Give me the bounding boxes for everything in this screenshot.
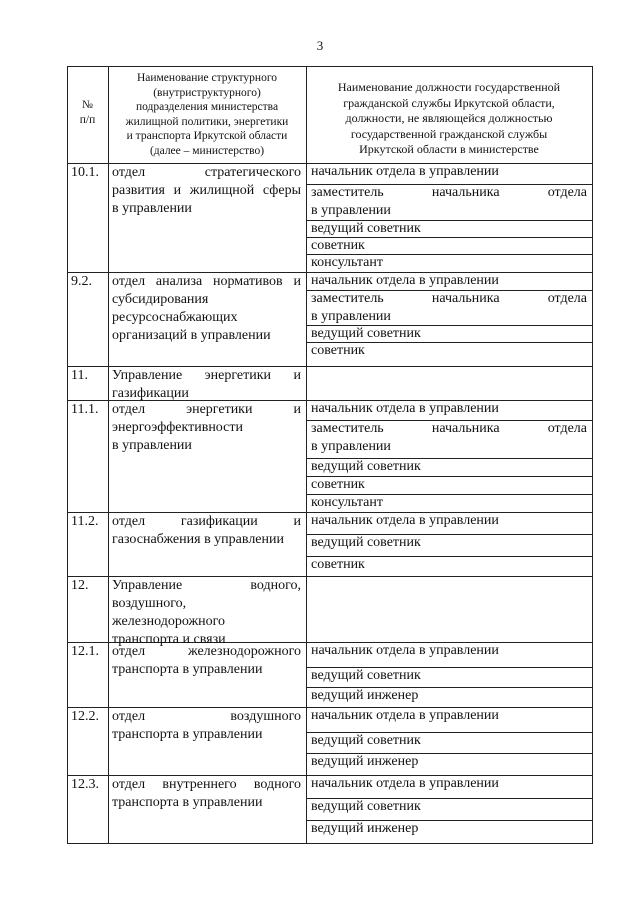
unit-name-line: Управление водного, — [112, 578, 301, 593]
row-border — [67, 843, 593, 844]
position-name: начальник отдела в управлении — [311, 708, 499, 723]
unit-name-line: в управлении — [112, 201, 192, 216]
position-name: начальник отдела в управлении — [311, 401, 499, 416]
position-name: ведущий советник — [311, 221, 421, 236]
unit-name-line: транспорта в управлении — [112, 662, 263, 677]
position-name: ведущий советник — [311, 733, 421, 748]
row-number: 12.1. — [71, 644, 99, 659]
position-name: начальник отдела в управлении — [311, 513, 499, 528]
column-divider — [306, 66, 307, 843]
position-name: консультант — [311, 495, 383, 510]
unit-name-line: организаций в управлении — [112, 328, 271, 343]
unit-name-line: транспорта и связи — [112, 632, 226, 647]
position-name: ведущий советник — [311, 668, 421, 683]
unit-name-line: железнодорожного — [112, 614, 226, 629]
unit-name-line: отдел железнодорожного — [112, 644, 301, 659]
position-name: заместитель начальника отдела — [311, 291, 587, 306]
unit-name-line: транспорта в управлении — [112, 795, 263, 810]
table-right-border — [592, 66, 593, 843]
position-name: заместитель начальника отдела — [311, 421, 587, 436]
position-name: в управлении — [311, 439, 391, 454]
unit-name-line: субсидирования — [112, 292, 209, 307]
page-number: 3 — [316, 38, 324, 53]
position-name: советник — [311, 238, 365, 253]
position-name: ведущий советник — [311, 459, 421, 474]
unit-name-line: газификации — [112, 386, 189, 401]
row-number: 10.1. — [71, 165, 99, 180]
unit-name-line: отдел газификации и — [112, 514, 301, 529]
unit-name-line: отдел анализа нормативов и — [112, 274, 301, 289]
row-number: 12.3. — [71, 777, 99, 792]
unit-name-line: Управление энергетики и — [112, 368, 301, 383]
unit-name-line: отдел внутреннего водного — [112, 777, 301, 792]
position-name: ведущий инженер — [311, 754, 419, 769]
row-number: 11. — [71, 368, 88, 383]
unit-name-line: энергоэффективности — [112, 420, 243, 435]
position-name: начальник отдела в управлении — [311, 273, 499, 288]
unit-name-line: развития и жилищной сферы — [112, 183, 301, 198]
unit-name-line: отдел стратегического — [112, 165, 301, 180]
row-number: 12. — [71, 578, 89, 593]
position-name: ведущий советник — [311, 326, 421, 341]
table-top-border — [67, 66, 593, 67]
unit-name-line: транспорта в управлении — [112, 727, 263, 742]
position-name: ведущий советник — [311, 535, 421, 550]
unit-name-line: отдел энергетики и — [112, 402, 301, 417]
position-name: в управлении — [311, 309, 391, 324]
position-name: советник — [311, 477, 365, 492]
unit-name-line: ресурсоснабжающих — [112, 310, 238, 325]
position-name: советник — [311, 343, 365, 358]
unit-name-line: воздушного, — [112, 596, 187, 611]
unit-name-line: отдел воздушного — [112, 709, 301, 724]
position-name: ведущий инженер — [311, 688, 419, 703]
unit-name-line: газоснабжения в управлении — [112, 532, 284, 547]
position-name: начальник отдела в управлении — [311, 776, 499, 791]
position-name: консультант — [311, 255, 383, 270]
position-name: ведущий советник — [311, 799, 421, 814]
position-name: заместитель начальника отдела — [311, 185, 587, 200]
position-name: в управлении — [311, 203, 391, 218]
position-name: начальник отдела в управлении — [311, 643, 499, 658]
unit-name-line: в управлении — [112, 438, 192, 453]
row-number: 11.1. — [71, 402, 99, 417]
position-name: ведущий инженер — [311, 821, 419, 836]
row-number: 11.2. — [71, 514, 99, 529]
column-divider — [108, 66, 109, 843]
position-name: советник — [311, 557, 365, 572]
position-name: начальник отдела в управлении — [311, 164, 499, 179]
header-col-unit: Наименование структурного (внутриструктурного) подразделения министерства жилищной политики, энергетики и транспорта Иркутской области (далее – министерство) — [125, 72, 289, 157]
table-left-border — [67, 66, 68, 843]
row-number: 9.2. — [71, 274, 92, 289]
header-col-number: № п/п — [79, 99, 96, 126]
header-col-position: Наименование должности государственной гражданской службы Иркутской области, должности, не являющейся должностью государственной гражданской службы Иркутской области в министерстве — [337, 80, 561, 156]
row-number: 12.2. — [71, 709, 99, 724]
